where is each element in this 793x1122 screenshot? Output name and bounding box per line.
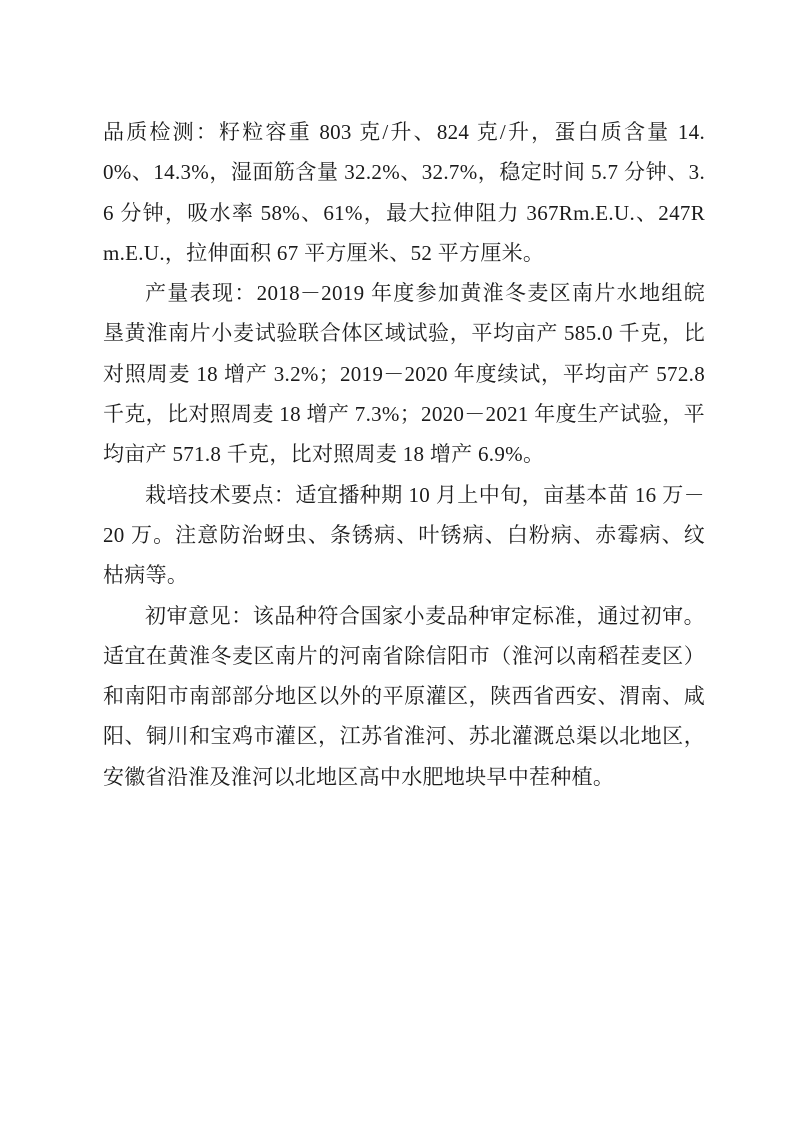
paragraph-cultivation-techniques: 栽培技术要点：适宜播种期 10 月上中旬，亩基本苗 16 万－20 万。注意防治蚜虫、条锈病、叶锈病、白粉病、赤霉病、纹枯病等。 <box>103 482 705 588</box>
paragraph-preliminary-review-opinion: 初审意见：该品种符合国家小麦品种审定标准，通过初审。适宜在黄淮冬麦区南片的河南省除信阳市（淮河以南稻茬麦区）和南阳市南部部分地区以外的平原灌区，陕西省西安、渭南、咸阳、铜川和宝鸡市灌区，江苏省淮河、苏北灌溉总渠以北地区，安徽省沿淮及淮河以北地区高中水肥地块早中茬种植。 <box>103 603 705 789</box>
paragraph-yield-performance: 产量表现：2018－2019 年度参加黄淮冬麦区南片水地组皖垦黄淮南片小麦试验联合体区域试验，平均亩产 585.0 千克，比对照周麦 18 增产 3.2%；2019－2020 年度续试，平均亩产 572.8 千克，比对照周麦 18 增产 7.3%；2020－2021 年度生产试验，平均亩产 571.8 千克，比对照周麦 18 增产 6.9%。 <box>103 281 705 467</box>
paragraph-quality-test: 品质检测：籽粒容重 803 克/升、824 克/升，蛋白质含量 14.0%、14.3%，湿面筋含量 32.2%、32.7%，稳定时间 5.7 分钟、3.6 分钟，吸水率 58%、61%，最大拉伸阻力 367Rm.E.U.、247Rm.E.U.，拉伸面积 67 平方厘米、52 平方厘米。 <box>103 120 705 265</box>
document-body <box>103 112 705 797</box>
